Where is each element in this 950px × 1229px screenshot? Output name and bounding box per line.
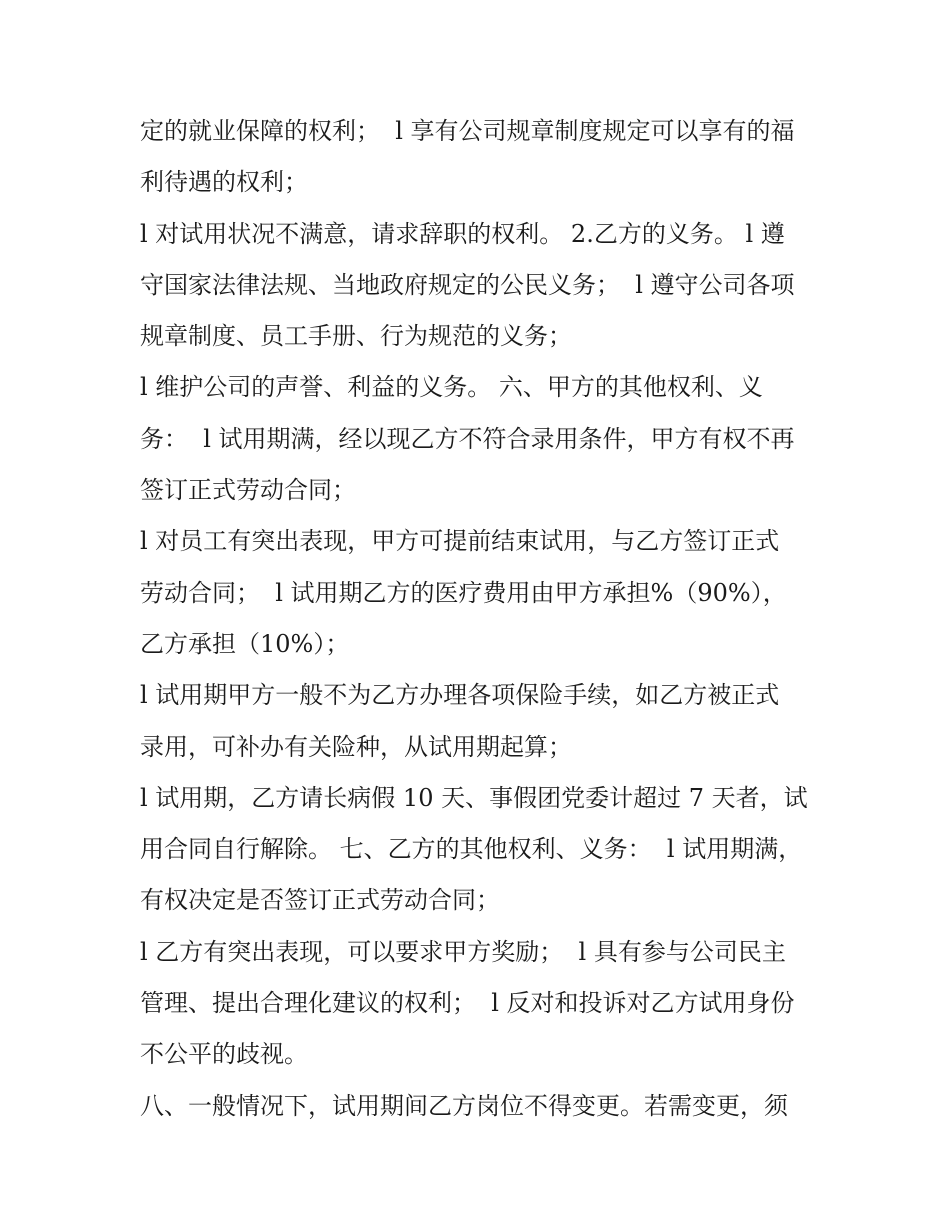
paragraph-4: l 对员工有突出表现，甲方可提前结束试用，与乙方签订正式 劳动合同； l 试用期乙方的医疗费用由甲方承担%（90%）， 乙方承担（10%）； [140, 527, 787, 658]
paragraph-7: l 乙方有突出表现，可以要求甲方奖励； l 具有参与公司民主 管理、提出合理化建议的权利； l 反对和投诉对乙方试用身份 不公平的歧视。 [140, 937, 795, 1069]
paragraph-8: 八、一般情况下，试用期间乙方岗位不得变更。若需变更，须 [140, 1091, 788, 1120]
document-body [140, 106, 820, 1132]
paragraph-1: 定的就业保障的权利； l 享有公司规章制度规定可以享有的福 利待遇的权利； [140, 117, 795, 197]
paragraph-3: l 维护公司的声誉、利益的义务。 六、甲方的其他权利、义 务： l 试用期满，经以现乙方不符合录用条件，甲方有权不再 签订正式劳动合同； [140, 373, 795, 505]
paragraph-6: l 试用期，乙方请长病假 10 天、事假团党委计超过 7 天者，试 用合同自行解除。 七、乙方的其他权利、义务： l 试用期满， 有权决定是否签订正式劳动合同； [140, 783, 808, 915]
paragraph-5: l 试用期甲方一般不为乙方办理各项保险手续，如乙方被正式 录用，可补办有关险种，从试用期起算； [140, 681, 780, 761]
paragraph-2: l 对试用状况不满意，请求辞职的权利。 2.乙方的义务。 l 遵 守国家法律法规、当地政府规定的公民义务； l 遵守公司各项 规章制度、员工手册、行为规范的义务； [140, 219, 795, 351]
